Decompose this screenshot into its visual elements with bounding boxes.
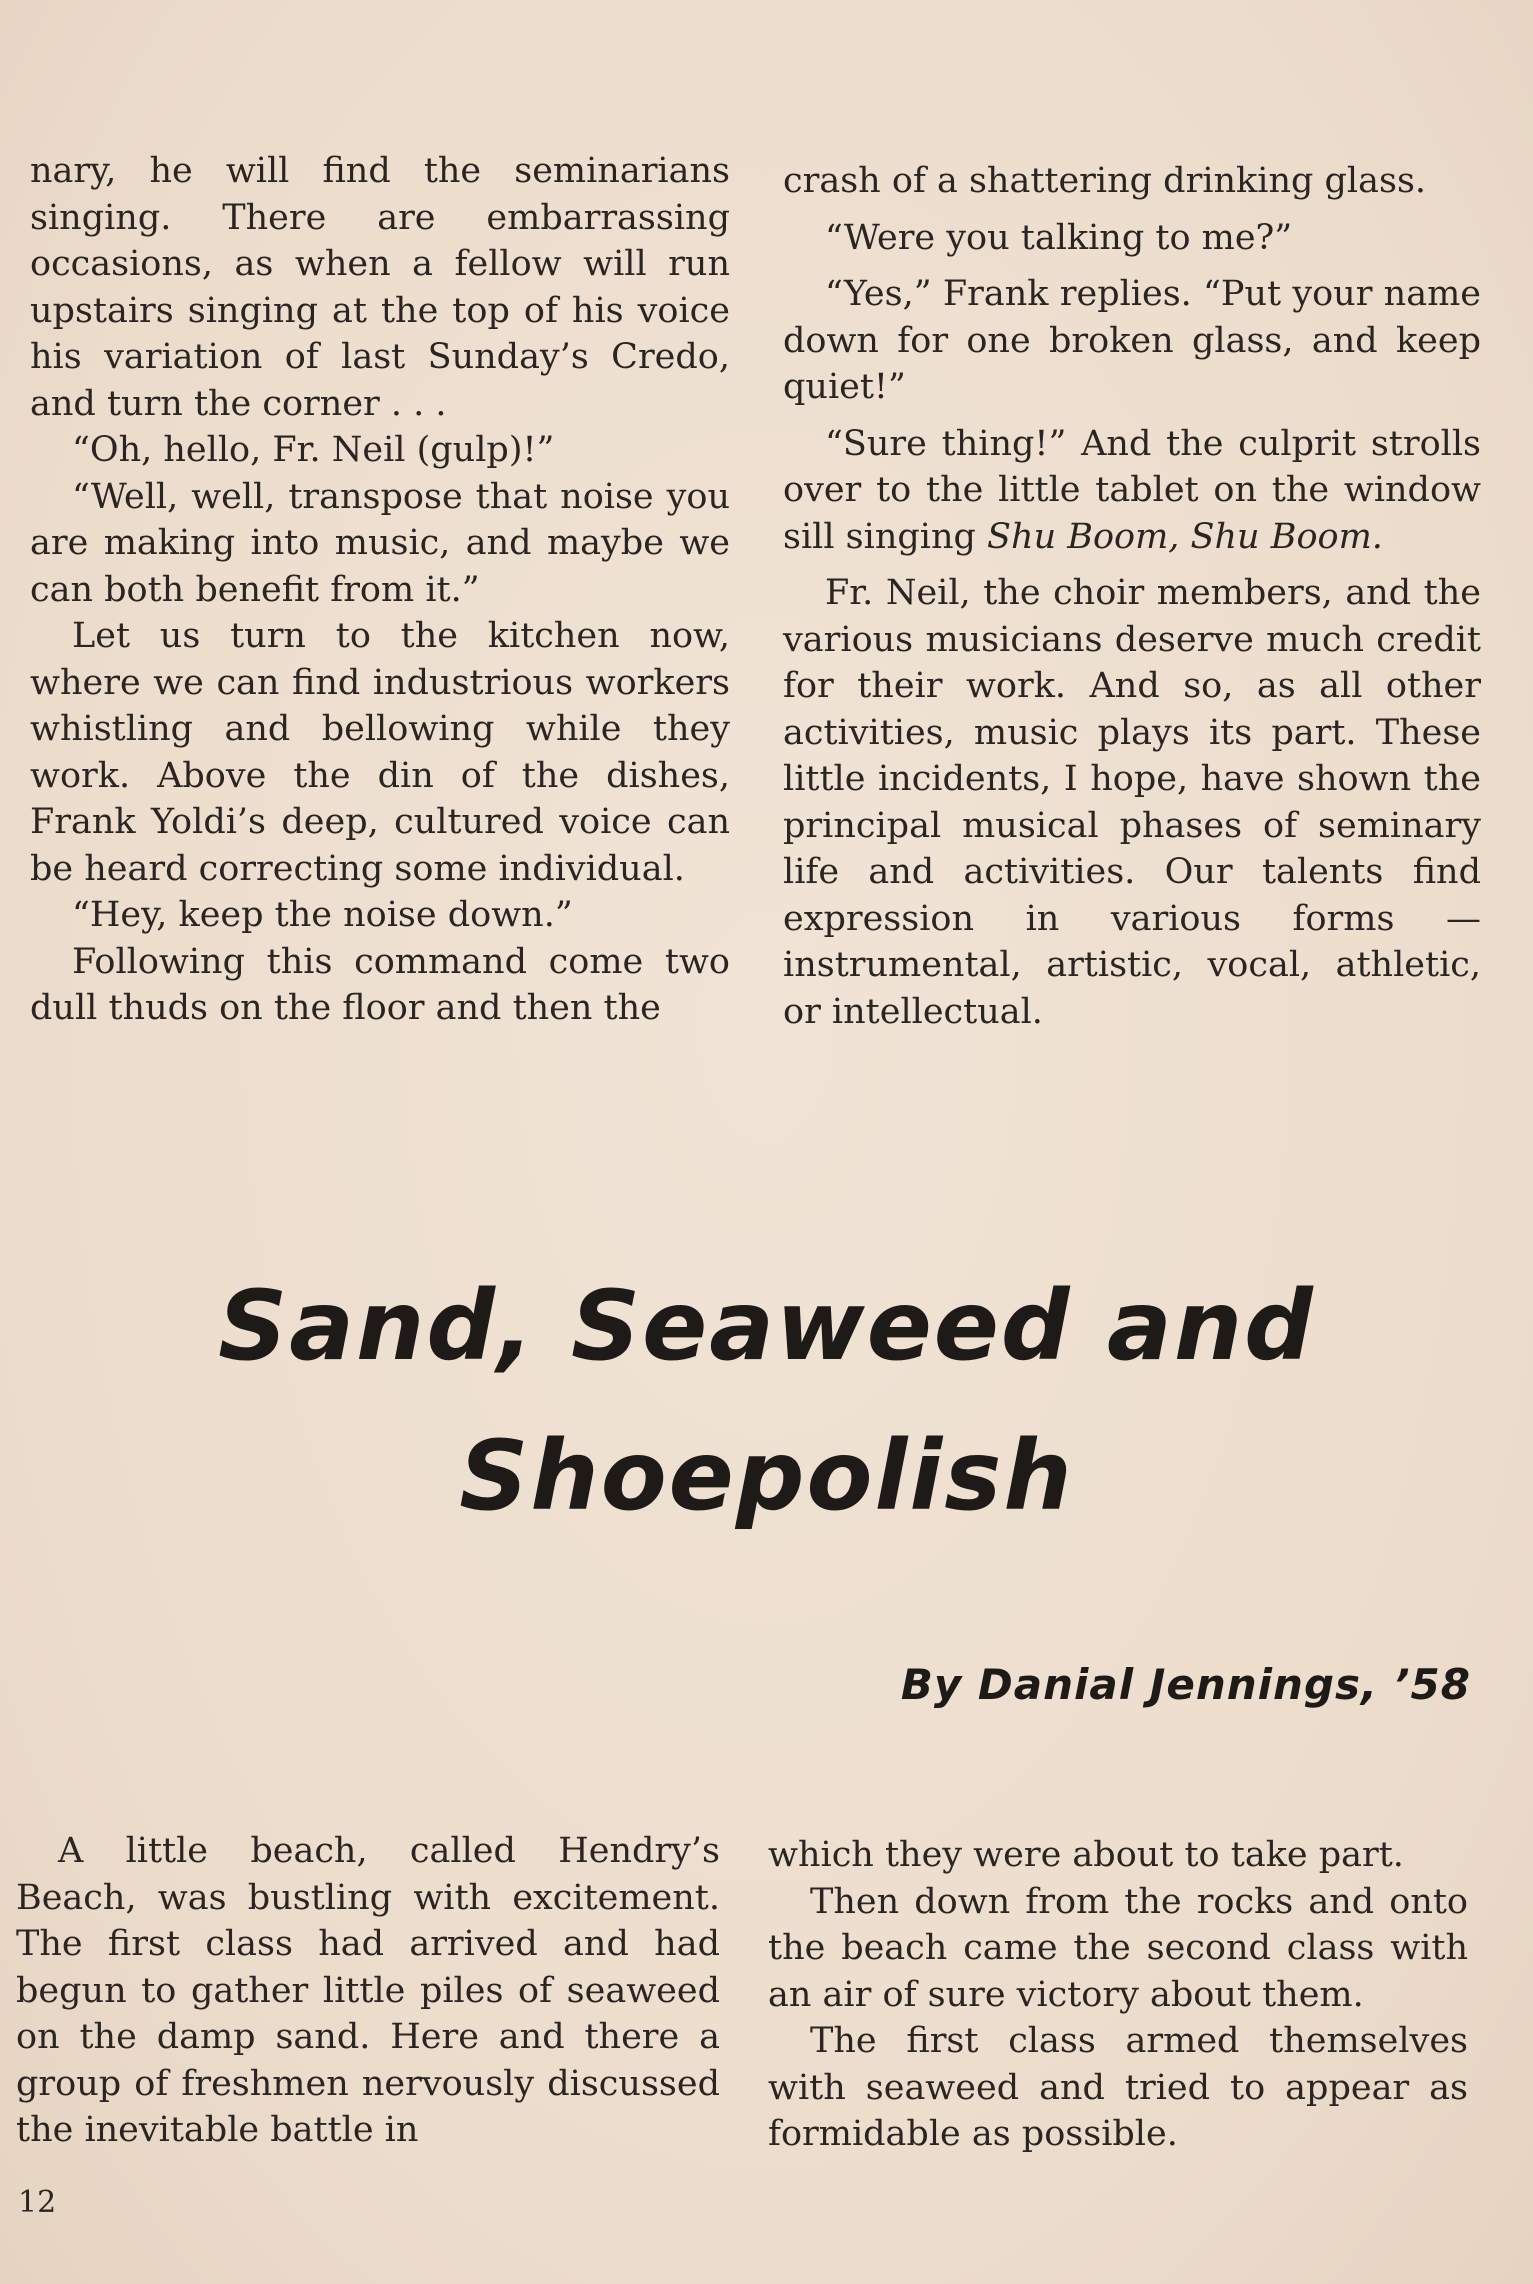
- bottom-left-column: [16, 1828, 720, 2154]
- song-title: Shu Boom, Shu Boom.: [987, 516, 1383, 557]
- article-title-line-2: Shoepolish: [459, 1420, 1074, 1532]
- page-number: 12: [18, 2185, 57, 2220]
- article-byline: By Danial Jennings, ’58: [900, 1660, 1471, 1709]
- paragraph: “Oh, hello, Fr. Neil (gulp)!”: [72, 430, 555, 470]
- paragraph: A little beach, called Hendry’s Beach, was bustling with excitement. The first class had arrived and had begun to gather little piles of seaweed on the damp sand. Here and there a group of freshmen nervously discussed the inevitable battle in: [16, 1831, 720, 2150]
- paragraph: The first class armed themselves with seaweed and tried to appear as formidable as possible.: [768, 2021, 1468, 2154]
- paragraph: crash of a shattering drinking glass.: [783, 161, 1427, 201]
- paragraph: “Were you talking to me?”: [825, 217, 1293, 258]
- paragraph: Let us turn to the kitchen now, where we can find industrious workers whistling and bellowing while they work. Above the din of the dishes, Frank Yoldi’s deep, cultured voice can be heard correcting some individual.: [30, 616, 730, 889]
- paragraph: “Well, well, transpose that noise you are making into music, and maybe we can both benefit from it.”: [30, 476, 730, 610]
- paragraph: [783, 421, 1481, 561]
- paragraph: Fr. Neil, the choir members, and the various musicians deserve much credit for their work. And so, as all other activities, music plays its part. These little incidents, I hope, have shown the principal musical phases of seminary life and activities. Our talents find expression in various forms — instrumental, artistic, vocal, athletic, or intellectual.: [783, 573, 1481, 1032]
- paragraph: which they were about to take part.: [768, 1835, 1404, 1875]
- top-left-column: [30, 148, 730, 1032]
- paragraph: Following this command come two dull thuds on the floor and then the: [30, 941, 730, 1028]
- paragraph: nary, he will find the seminarians singing. There are embarrassing occasions, as when a fellow will run upstairs singing at the top of his voice his variation of last Sunday’s Credo, and turn the corner . . .: [30, 151, 730, 424]
- paragraph: “Yes,” Frank replies. “Put your name down for one broken glass, and keep quiet!”: [783, 274, 1481, 407]
- article-title-line-1: Sand, Seaweed and: [218, 1270, 1315, 1382]
- top-right-column: [783, 158, 1481, 1035]
- bottom-right-column: [768, 1832, 1468, 2158]
- paragraph: “Hey, keep the noise down.”: [72, 895, 573, 935]
- paragraph-text: “Sure thing!” And the culprit strolls over to the little tablet on the window sill singing: [783, 423, 1481, 557]
- paragraph: Then down from the rocks and onto the beach came the second class with an air of sure victory about them.: [768, 1881, 1468, 2015]
